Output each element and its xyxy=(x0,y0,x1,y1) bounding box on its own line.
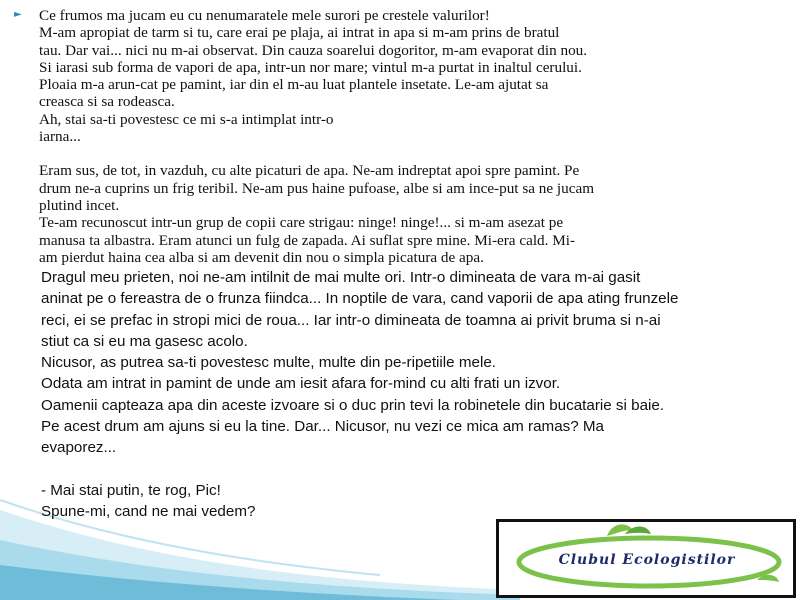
serif-text-line: Ce frumos ma jucam eu cu nenumaratele mele surori pe crestele valurilor! xyxy=(39,7,490,24)
serif-text-line: tau. Dar vai... nici nu m-ai observat. Din cauza soarelui dogoritor, m-am evaporat din nou. xyxy=(39,41,588,59)
serif-text-line: M-am apropiat de tarm si tu, care erai pe plaja, ai intrat in apa si m-am prins de bratul xyxy=(39,24,560,42)
serif-text-line: am pierdut haina cea alba si am devenit din nou o simpla picatura de apa. xyxy=(39,248,484,266)
serif-text-line: Ah, stai sa-ti povestesc ce mi s-a intimplat intr-o xyxy=(39,110,334,128)
logo-label: Clubul Ecologistilor xyxy=(558,552,736,568)
serif-text-line: Te-am recunoscut intr-un grup de copii care strigau: ninge! ninge!... si m-am asezat pe xyxy=(39,214,564,232)
sans-text-line: aninat pe o fereastra de o frunza fiindca... In noptile de vara, cand vaporii de apa ating frunzele xyxy=(41,290,679,308)
paragraph-spacer xyxy=(39,145,789,162)
serif-text-line: Si iarasi sub forma de vapori de apa, intr-un nor mare; vintul m-a purtat in inaltul cerului. xyxy=(39,58,582,76)
sans-text-line: Dragul meu prieten, noi ne-am intilnit de mai multe ori. Intr-o dimineata de vara m-ai gasit xyxy=(41,269,641,286)
serif-text-line: manusa ta albastra. Eram atunci un fulg de zapada. Ai suflat spre mine. Mi-era cald. Mi- xyxy=(39,231,576,249)
serif-text-line: Ploaia m-a arun-cat pe pamint, iar din el m-au luat plantele insetate. Le-am ajutat sa xyxy=(39,76,549,94)
sans-text-line: reci, ei se prefac in stropi mici de roua... Iar intr-o dimineata de toamna ai privit bruma si n-ai xyxy=(41,311,661,329)
paragraph-spacer xyxy=(41,459,781,480)
sans-text-line: - Mai stai putin, te rog, Pic! xyxy=(41,481,221,499)
serif-text-line: drum ne-a cuprins un frig teribil. Ne-am pus haine pufoase, albe si am ince-put sa ne jucam xyxy=(39,179,595,197)
serif-text-line: Eram sus, de tot, in vazduh, cu alte picaturi de apa. Ne-am indreptat apoi spre pamint. Pe xyxy=(39,162,580,180)
serif-text-line: iarna... xyxy=(39,128,81,146)
sans-text-line: Pe acest drum am ajuns si eu la tine. Dar... Nicusor, nu vezi ce mica am ramas? Ma xyxy=(41,418,605,436)
story-serif-text xyxy=(39,7,789,266)
serif-text-line: plutind incet. xyxy=(39,196,120,214)
sans-text-line: stiut ca si eu ma gasesc acolo. xyxy=(41,332,248,350)
sans-text-line: Odata am intrat in pamint de unde am iesit afara for-mind cu alti frati un izvor. xyxy=(41,375,561,393)
sans-text-line: evaporez... xyxy=(41,439,117,457)
sans-text-line: Nicusor, as putrea sa-ti povestesc multe, multe din pe-ripetiile mele. xyxy=(41,354,496,372)
story-sans-text xyxy=(41,267,781,522)
serif-text-line: creasca si sa rodeasca. xyxy=(39,93,175,111)
sans-text-line: Spune-mi, cand ne mai vedem? xyxy=(41,502,256,520)
club-logo xyxy=(496,519,796,598)
triangle-bullet-icon: ► xyxy=(14,9,22,20)
sans-text-line: Oamenii capteaza apa din aceste izvoare si o duc prin tevi la robinetele din bucatarie si baie. xyxy=(41,396,665,414)
